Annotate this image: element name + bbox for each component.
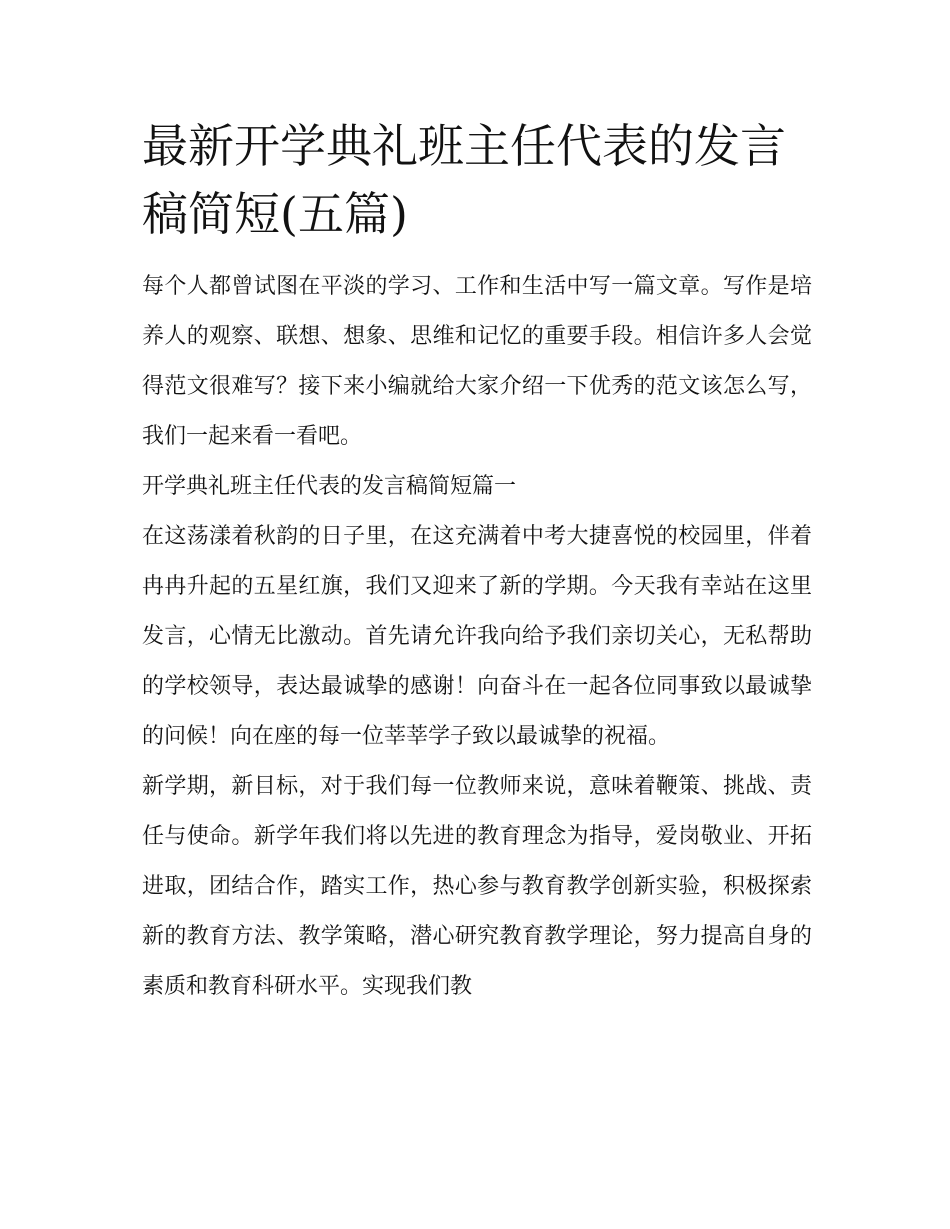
section-heading: 开学典礼班主任代表的发言稿简短篇一 (142, 474, 517, 499)
intro-paragraph: 每个人都曾试图在平淡的学习、工作和生活中写一篇文章。写作是培养人的观察、联想、想象、思维和记忆的重要手段。相信许多人会觉得范文很难写？接下来小编就给大家介绍一下优秀的范文该怎么写，我们一起来看一看吧。 (142, 274, 812, 449)
document-content (142, 112, 812, 1012)
body-paragraph-2: 新学期，新目标，对于我们每一位教师来说，意味着鞭策、挑战、责任与使命。新学年我们将以先进的教育理念为指导，爱岗敬业、开拓进取，团结合作，踏实工作，热心参与教育教学创新实验，积极探索新的教育方法、教学策略，潜心研究教育教学理论，努力提高自身的素质和教育科研水平。实现我们教 (142, 774, 812, 999)
document-title: 最新开学典礼班主任代表的发言稿简短(五篇) (142, 119, 786, 241)
body-paragraph-1: 在这荡漾着秋韵的日子里，在这充满着中考大捷喜悦的校园里，伴着冉冉升起的五星红旗，我们又迎来了新的学期。今天我有幸站在这里发言，心情无比激动。首先请允许我向给予我们亲切关心，无私帮助的学校领导，表达最诚挚的感谢！向奋斗在一起各位同事致以最诚挚的问候！向在座的每一位莘莘学子致以最诚挚的祝福。 (142, 524, 812, 749)
